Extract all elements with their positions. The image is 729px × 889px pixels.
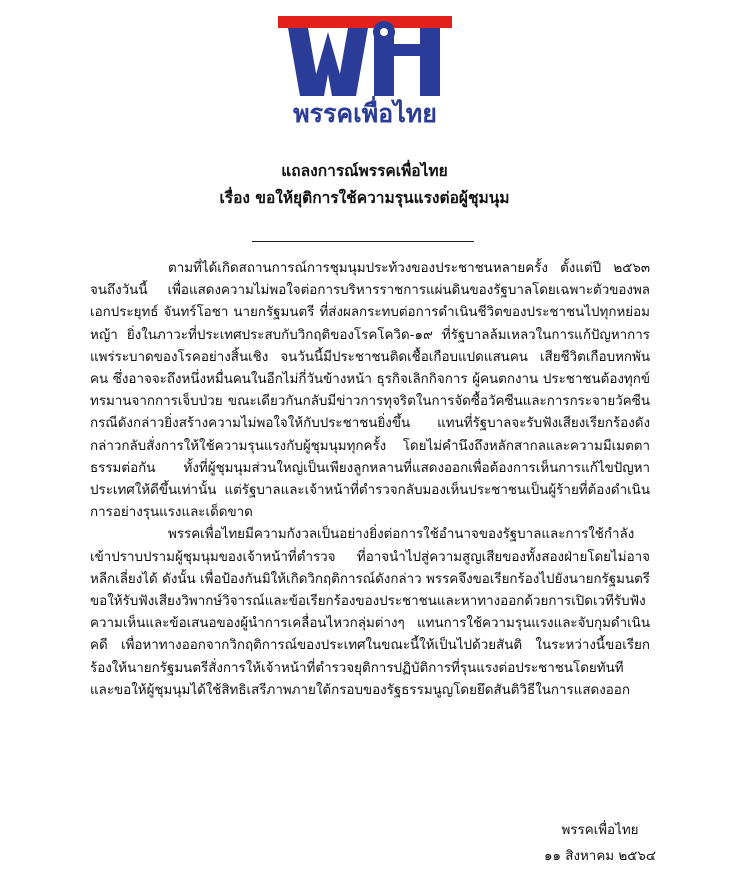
statement-body (90, 258, 650, 702)
statement-title (0, 158, 729, 212)
pheu-thai-party-logo (250, 4, 480, 128)
signature-party: พรรคเพื่อไทย (561, 823, 639, 838)
signature-date: ๑๑ สิงหาคม ๒๕๖๔ (544, 849, 656, 864)
title-divider (252, 241, 474, 242)
body-paragraph-2: พรรคเพื่อไทยมีความกังวลเป็นอย่างยิ่งต่อการใช้อำนาจของรัฐบาลและการใช้กำลังเข้าปราบปรามผู้ชุมนุมของเจ้าหน้าที่ตำรวจ ที่อาจนำไปสู่ความสูญเสียของทั้งสองฝ่ายโดยไม่อาจหลีกเลี่ยงได้ ดังนั้น เพื่อป้องกันมิให้เกิดวิกฤติการณ์ดังกล่าว พรรคจึงขอเรียกร้องไปยังนายกรัฐมนตรี ขอให้รับฟังเสียงวิพากษ์วิจารณ์และข้อเรียกร้องของประชาชนและหาทางออกด้วยการเปิดเวทีรับฟังความเห็นและข้อเสนอของผู้นำการเคลื่อนไหวกลุ่มต่างๆ แทนการใช้ความรุนแรงและจับกุมดำเนินคดี เพื่อหาทางออกจากวิกฤติการณ์ของประเทศในขณะนี้ให้เป็นไปด้วยสันติ ในระหว่างนี้ขอเรียกร้องให้นายกรัฐมนตรีสั่งการให้เจ้าหน้าที่ตำรวจยุติการปฏิบัติการที่รุนแรงต่อประชาชนโดยทันที และขอให้ผู้ชุมนุมได้ใช้สิทธิเสรีภาพภายใต้กรอบของรัฐธรรมนูญโดยยึดสันติวิธีในการแสดงออก (90, 527, 650, 698)
statement-title-line1: แถลงการณ์พรรคเพื่อไทย (281, 162, 448, 180)
logo-monogram (288, 21, 440, 96)
body-paragraph-1: ตามที่ได้เกิดสถานการณ์การชุมนุมประท้วงของประชาชนหลายครั้ง ตั้งแต่ปี ๒๕๖๓ จนถึงวันนี้ เพื่อแสดงความไม่พอใจต่อการบริหารราชการแผ่นดินของรัฐบาลโดยเฉพาะตัวของพลเอกประยุทธ์ จันทร์โอชา นายกรัฐมนตรี ที่ส่งผลกระทบต่อการดำเนินชีวิตของประชาชนไปทุกหย่อมหญ้า ยิ่งในภาวะที่ประเทศประสบกับวิกฤติของโรคโควิด-๑๙ ที่รัฐบาลล้มเหลวในการแก้ปัญหาการแพร่ระบาดของโรคอย่างสิ้นเชิง จนวันนี้มีประชาชนติดเชื้อเกือบแปดแสนคน เสียชีวิตเกือบหกพันคน ซึ่งอาจจะถึงหนึ่งหมื่นคนในอีกไม่กี่วันข้างหน้า ธุรกิจเลิกกิจการ ผู้คนตกงาน ประชาชนต้องทุกข์ทรมานจากการเจ็บป่วย ขณะเดียวกันกลับมีข่าวการทุจริตในการจัดซื้อวัคซีนและการกระจายวัคซีน กรณีดังกล่าวยิ่งสร้างความไม่พอใจให้กับประชาชนยิ่งขึ้น แทนที่รัฐบาลจะรับฟังเสียงเรียกร้องดังกล่าวกลับสั่งการให้ใช้ความรุนแรงกับผู้ชุมนุมทุกครั้ง โดยไม่คำนึงถึงหลักสากลและความมีเมตตาธรรมต่อกัน ทั้งที่ผู้ชุมนุมส่วนใหญ่เป็นเพียงลูกหลานที่แสดงออกเพื่อต้องการเห็นการแก้ไขปัญหาประเทศให้ดีขึ้นเท่านั้น แต่รัฐบาลและเจ้าหน้าที่ตำรวจกลับมองเห็นประชาชนเป็นผู้ร้ายที่ต้องดำเนินการอย่างรุนแรงและเด็ดขาด (90, 261, 650, 521)
logo-red-bar (278, 16, 452, 28)
statement-title-line2: เรื่อง ขอให้ยุติการใช้ความรุนแรงต่อผู้ชุมนุม (219, 189, 510, 207)
signature-block (510, 818, 690, 870)
logo-caption: พรรคเพื่อไทย (293, 99, 437, 128)
